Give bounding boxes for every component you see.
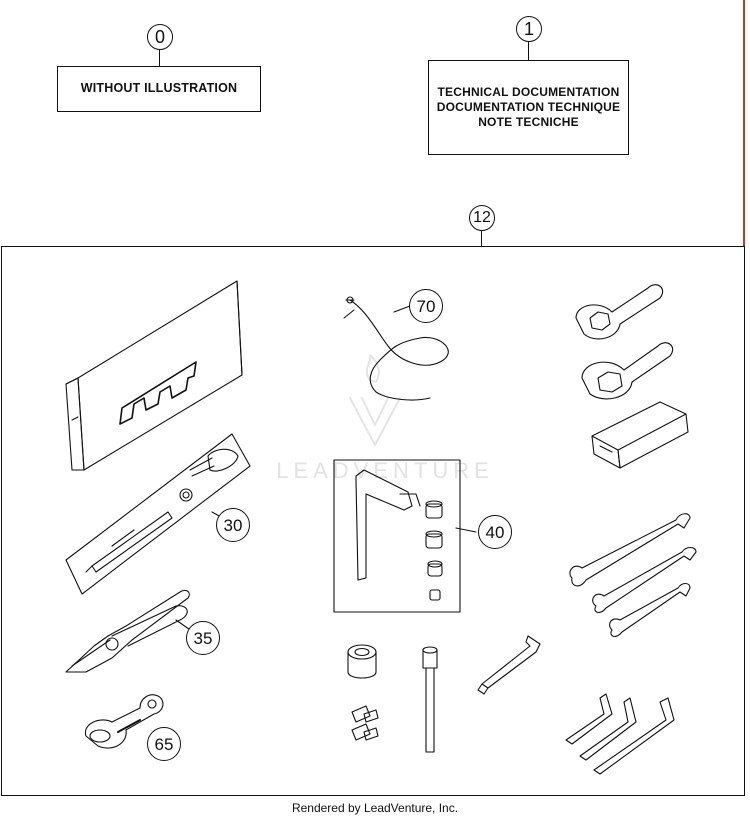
techdoc-line-2: DOCUMENTATION TECHNIQUE (436, 100, 621, 114)
extension-bar-icon (423, 647, 437, 752)
callout-65[interactable]: 65 (147, 727, 181, 761)
leader-line-70 (394, 306, 410, 312)
callout-35[interactable]: 35 (186, 621, 220, 655)
callout-40[interactable]: 40 (478, 515, 512, 549)
open-end-wrench-1-icon (570, 514, 690, 586)
l-hex-key-icon (478, 636, 540, 694)
ring-spanner-1-icon (576, 285, 663, 339)
hex-key-set-icon (334, 460, 460, 612)
watermark-logo-icon (350, 355, 400, 445)
watermark-text: LEADVENTURE (276, 458, 494, 483)
callout-70[interactable]: 70 (409, 289, 443, 323)
leader-line-40 (456, 528, 476, 532)
open-end-wrench-2-icon (593, 548, 696, 613)
hex-keys-group-icon (566, 694, 674, 774)
socket-bits-icon (348, 645, 378, 740)
techdoc-line-1: TECHNICAL DOCUMENTATION (437, 85, 620, 99)
footer-credit: Rendered by LeadVenture, Inc. (291, 801, 459, 815)
techdoc-line-3: NOTE TECNICHE (478, 115, 579, 129)
tool-pouch-icon (66, 281, 242, 470)
sleeve-icon (592, 402, 688, 468)
callout-30[interactable]: 30 (216, 508, 250, 542)
callout-0[interactable]: 0 (147, 24, 173, 50)
pliers-icon (66, 590, 189, 672)
callout-12[interactable]: 12 (469, 205, 495, 231)
callout-1[interactable]: 1 (516, 16, 542, 42)
without-illustration-label: WITHOUT ILLUSTRATION (80, 81, 238, 96)
open-end-wrench-3-icon (610, 584, 690, 637)
ring-spanner-2-icon (582, 343, 673, 399)
